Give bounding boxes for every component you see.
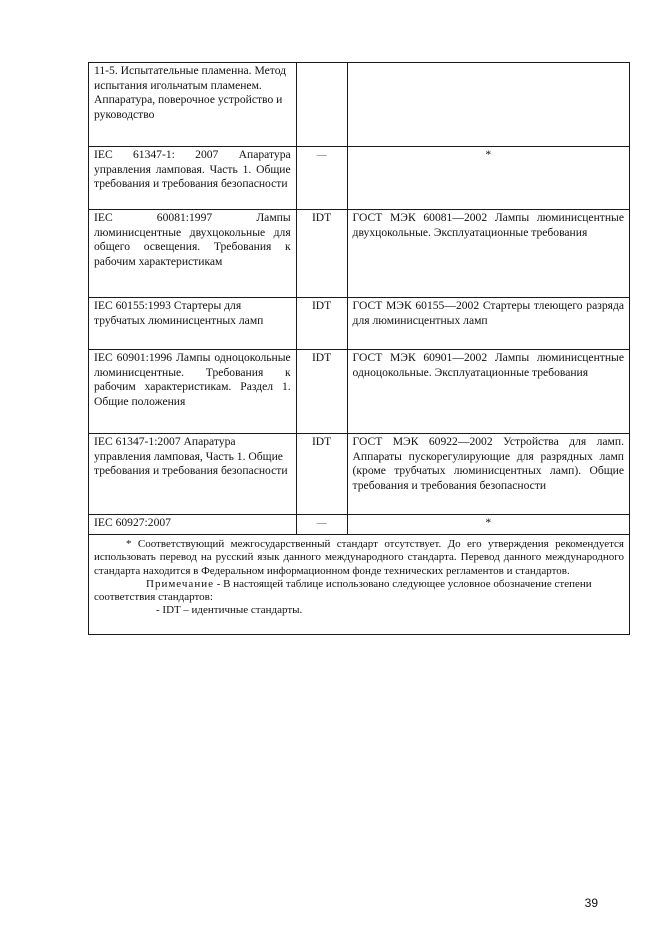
degree-cell: IDT (296, 350, 347, 434)
international-standard-cell: IEC 60155:1993 Стартеры для трубчатых люминисцентных ламп (89, 298, 297, 350)
dash-mark: — (316, 518, 327, 529)
table-row (89, 350, 630, 434)
page-number: 39 (584, 896, 598, 910)
degree-cell: IDT (296, 210, 347, 298)
idt-legend: - IDT – идентичные стандарты. (156, 604, 303, 617)
interstate-standard-cell (347, 63, 629, 147)
table-row (89, 210, 630, 298)
interstate-standard-cell: ГОСТ МЭК 60155—2002 Стартеры тлеющего разряда для люминисцентных ламп (347, 298, 629, 350)
table-row (89, 434, 630, 515)
interstate-standard-cell: ГОСТ МЭК 60901—2002 Лампы люминисцентные одноцокольные. Эксплуатационные требования (347, 350, 629, 434)
interstate-standard-cell: ГОСТ МЭК 60081—2002 Лампы люминисцентные двухцокольные. Эксплуатационные требования (347, 210, 629, 298)
table-footnote-row (89, 535, 630, 635)
table-row (89, 515, 630, 535)
degree-cell: IDT (296, 434, 347, 515)
interstate-standard-cell: * (347, 515, 629, 535)
degree-cell (296, 63, 347, 147)
table-row (89, 298, 630, 350)
note-paragraph (94, 578, 624, 605)
interstate-standard-cell: ГОСТ МЭК 60922—2002 Устройства для ламп. Аппараты пускорегулирующие для разрядных ламп (кроме трубчатых люминисцентных ламп). Общие требования и требования безопасности (347, 434, 629, 515)
dash-mark: — (316, 150, 327, 161)
table-footnote (89, 535, 630, 635)
table-row (89, 63, 630, 147)
international-standard-cell: 11-5. Испытательные пламенна. Метод испытания игольчатым пламенем. Аппаратура, поверочное устройство и руководство (89, 63, 297, 147)
international-standard-cell: IEC 60901:1996 Лампы одноцокольные люминисцентные. Требования к рабочим характеристикам. Раздел 1. Общие положения (89, 350, 297, 434)
international-standard-cell: IEC 60081:1997 Лампы люминисцентные двухцокольные для общего освещения. Требования к рабочим характеристикам (89, 210, 297, 298)
footnote-text: * Соответствующий межгосударственный стандарт отсутствует. До его утверждения рекомендуется использовать перевод на русский язык данного международного стандарта. Перевод данного международного стандарта находится в Федеральном информационном фонде технических регламентов и стандартов. (94, 538, 624, 577)
degree-cell: IDT (296, 298, 347, 350)
international-standard-cell: IEC 61347-1: 2007 Апаратура управления ламповая. Часть 1. Общие требования и требования безопасности (89, 147, 297, 210)
interstate-standard-cell: * (347, 147, 629, 210)
note-label: Примечание (146, 577, 214, 590)
note-text: - В настоящей таблице использовано следующее условное обозначение степени соответствия стандартов: (94, 577, 592, 604)
standards-correspondence-table (88, 62, 630, 635)
international-standard-cell: IEC 61347-1:2007 Апаратура управления ламповая, Часть 1. Общие требования и требования безопасности (89, 434, 297, 515)
table-row (89, 147, 630, 210)
international-standard-cell: IEC 60927:2007 (89, 515, 297, 535)
